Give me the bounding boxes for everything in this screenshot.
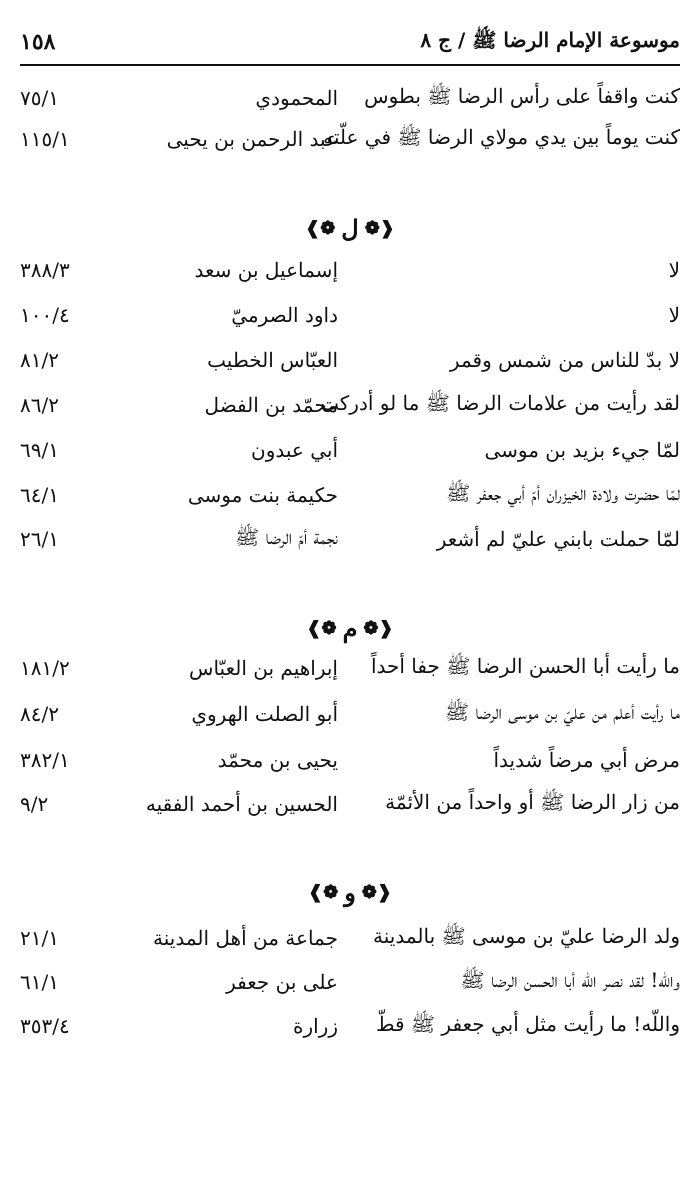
entry-text: من زار الرضا ﷺ أو واحداً من الأئمّة (385, 789, 680, 814)
index-entry (20, 340, 680, 380)
entry-reference: ٦١/١ (20, 970, 59, 994)
entry-text: كنت واقفاً على رأس الرضا ﷺ بطوس (364, 83, 680, 108)
entry-narrator: أبو الصلت الهروي (191, 702, 338, 726)
index-entry (20, 475, 680, 515)
entry-narrator: محمّد بن الفضل (204, 393, 338, 417)
index-entry (20, 962, 680, 1002)
index-entry (20, 918, 680, 958)
entry-reference: ١٨١/٢ (20, 656, 70, 680)
page-header (20, 20, 680, 66)
index-entry (20, 740, 680, 780)
entry-reference: ٢٦/١ (20, 527, 59, 551)
entry-narrator: على بن جعفر (226, 970, 338, 994)
section-letter: م (342, 613, 358, 643)
entry-narrator: يحيى بن محمّد (217, 748, 338, 772)
entry-narrator: جماعة من أهل المدينة (153, 926, 338, 950)
entry-narrator: زرارة (292, 1014, 338, 1038)
entry-text: ما رأيت أعلم من عليّ بن موسى الرضا ﷺ (444, 699, 680, 724)
entry-narrator: العبّاس الخطيب (207, 348, 338, 372)
entry-narrator: إسماعيل بن سعد (194, 258, 338, 282)
entry-text: واللّه! ما رأيت مثل أبي جعفر ﷺ قطّ (376, 1011, 680, 1036)
entry-reference: ٣٨٨/٣ (20, 258, 70, 282)
entry-text: ما رأيت أبا الحسن الرضا ﷺ جفا أحداً (370, 653, 680, 678)
section-heading-lam (0, 206, 700, 250)
index-entry (20, 648, 680, 688)
ornament-left: ❰❁ (305, 217, 336, 239)
entry-text: لمّا حملت بابني عليّ لم أشعر (436, 527, 680, 551)
entry-text: لمّا جيء بزيد بن موسى (484, 438, 680, 462)
entry-text: ولد الرضا عليّ بن موسى ﷺ بالمدينة (373, 923, 680, 948)
entry-reference: ٨٤/٢ (20, 702, 59, 726)
entry-reference: ٣٨٢/١ (20, 748, 70, 772)
entry-text: لا بدّ للناس من شمس وقمر (449, 348, 680, 372)
entry-reference: ٣٥٣/٤ (20, 1014, 70, 1038)
index-entry (20, 250, 680, 290)
entry-text: كنت يوماً بين يدي مولاي الرضا ﷺ في علّته (323, 124, 680, 149)
entry-text: لا (668, 303, 680, 327)
running-title: موسوعة الإمام الرضا ﷺ / ج ٨ (420, 27, 680, 52)
entry-narrator: نجمة أمّ الرضا ﷺ (234, 524, 338, 549)
entry-narrator: إبراهيم بن العبّاس (189, 656, 338, 680)
index-entry (20, 385, 680, 425)
index-entry (20, 430, 680, 470)
index-entry (20, 784, 680, 824)
entry-reference: ١١٥/١ (20, 127, 70, 151)
entry-reference: ٨١/٢ (20, 348, 59, 372)
entry-narrator: داود الصرميّ (231, 303, 338, 327)
entry-text: واللّه! لقد نصر اللّه أبا الحسن الرضا ﷺ (460, 967, 680, 992)
index-entry (20, 119, 680, 159)
entry-narrator: الحسين بن أحمد الفقيه (145, 792, 338, 816)
entry-text: لمّا حضرت ولادة الخيزران أمّ أبي جعفر ﷺ (446, 480, 680, 505)
ornament-left: ❰❁ (306, 617, 337, 639)
section-heading-meem (0, 606, 700, 650)
entry-reference: ٦٤/١ (20, 483, 59, 507)
index-entry (20, 694, 680, 734)
ornament-right: ❁❱ (364, 217, 395, 239)
index-entry (20, 295, 680, 335)
ornament-right: ❁❱ (363, 617, 394, 639)
ornament-right: ❁❱ (361, 881, 392, 903)
page-number: ١٥٨ (20, 29, 56, 55)
entry-reference: ١٠٠/٤ (20, 303, 70, 327)
section-letter: و (344, 877, 356, 907)
index-entry (20, 78, 680, 118)
section-heading-waw (0, 870, 700, 914)
entry-narrator: حكيمة بنت موسى (187, 483, 338, 507)
entry-text: لا (668, 258, 680, 282)
entry-text: لقد رأيت من علامات الرضا ﷺ ما لو أدركت (320, 390, 680, 415)
ornament-left: ❰❁ (308, 881, 339, 903)
entry-reference: ٩/٢ (20, 792, 49, 816)
entry-reference: ٧٥/١ (20, 86, 59, 110)
entry-reference: ٨٦/٢ (20, 393, 59, 417)
entry-narrator: المحمودي (255, 86, 338, 110)
index-entry (20, 1006, 680, 1046)
index-entry (20, 519, 680, 559)
entry-narrator: عبد الرحمن بن يحيى (166, 127, 338, 151)
section-letter: ل (341, 213, 359, 243)
entry-text: مرض أبي مرضاً شديداً (493, 748, 680, 772)
entry-reference: ٢١/١ (20, 926, 59, 950)
entry-reference: ٦٩/١ (20, 438, 59, 462)
entry-narrator: أبي عبدون (251, 438, 338, 462)
